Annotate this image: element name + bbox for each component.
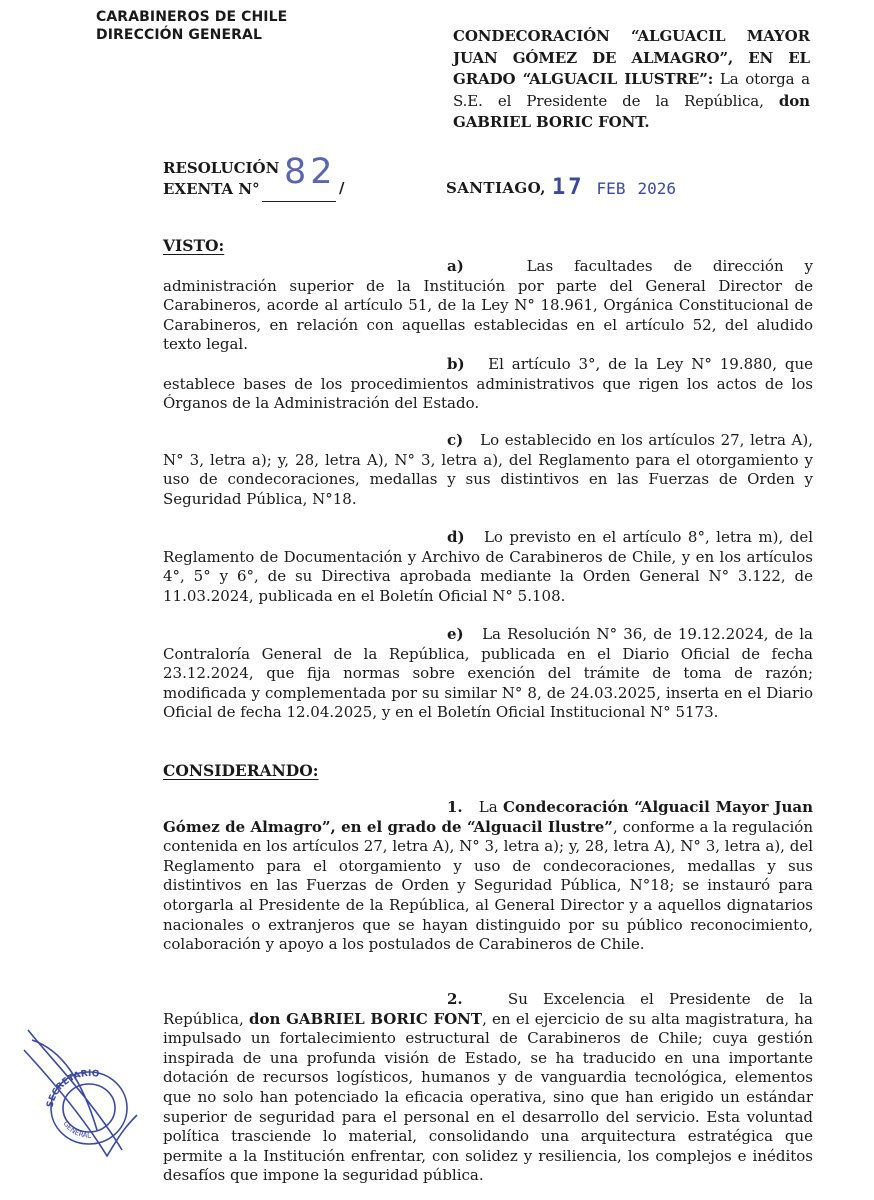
visto-item-e [163, 625, 813, 723]
institution-header [96, 8, 326, 44]
visto-item-b [163, 355, 813, 414]
president-name: don GABRIEL BORIC FONT [248, 1009, 483, 1028]
visto-item-label: c) [447, 431, 464, 449]
considerando-item-pre: La [478, 798, 504, 816]
visto-item-label: b) [447, 355, 465, 373]
resolution-number-slash: / [339, 179, 345, 197]
considerando-item-text: , conforme a la regulación contenida en los artículos 27, letra A), N° 3, letra a); y, 28, letra A), N° 3, letra a), del Reglamento para el otorgamiento y uso de condecoraciones, medallas y sus distintivos en las Fuerzas de Orden y Seguridad Pública, N°18; se instauró para otorgarla al Presidente de la República, al General Director y a aquellos dignatarios nacionales o extranjeros que se hayan distinguido por su público reconocimiento, colaboración y apoyo a los postulados de Carabineros de Chile. [163, 817, 813, 954]
visto-item-text: El artículo 3°, de la Ley N° 19.880, que establece bases de los procedimientos administrativos que rigen los actos de los Órganos de la Administración del Estado. [163, 355, 813, 413]
seal-text-bottom: GENERAL [61, 1119, 92, 1140]
secretary-seal-stamp [22, 1020, 142, 1160]
institution-name: CARABINEROS DE CHILE [96, 9, 288, 25]
subject-text: La otorga a S.E. el Presidente de la República, [453, 70, 810, 110]
visto-title: VISTO: [163, 236, 225, 255]
visto-item-label: a) [447, 257, 464, 275]
visto-item-text: Lo establecido en los artículos 27, letra A), N° 3, letra a); y, 28, letra A), N° 3, letra a), del Reglamento para el otorgamiento y uso de condecoraciones, medallas y sus distintivos en las Fuerzas de Orden y Seguridad Pública, N°18. [163, 431, 813, 508]
date-stamp [552, 175, 676, 200]
visto-item-label: e) [447, 625, 464, 643]
considerando-title: CONSIDERANDO: [163, 761, 319, 780]
visto-item-c [163, 431, 813, 509]
subject-title: CONDECORACIÓN “ALGUACIL MAYOR JUAN GÓMEZ DE ALMAGRO”, EN EL GRADO “ALGUACIL ILUSTRE”: [453, 27, 810, 88]
visto-item-text: La Resolución N° 36, de 19.12.2024, de la Contraloría General de la República, publicada en el Diario Oficial de fecha 23.12.2024, que fija normas sobre exención del trámite de toma de razón; modificada y complementada por su similar N° 8, de 24.03.2025, inserta en el Diario Oficial de fecha 12.04.2025, y en el Boletín Oficial Institucional N° 5173. [163, 625, 814, 722]
visto-item-text: Lo previsto en el artículo 8°, letra m), del Reglamento de Documentación y Archivo de Carabineros de Chile, y en los artículos 4°, 5° y 6°, de su Directiva aprobada mediante la Orden General N° 3.122, de 11.03.2024, publicada en el Boletín Oficial N° 5.108. [163, 528, 813, 605]
resolution-label-line2: EXENTA N° [163, 180, 260, 198]
resolution-number-underline [262, 201, 336, 202]
visto-item-label: d) [447, 528, 465, 546]
considerando-item-2 [163, 990, 813, 1186]
date-month: FEB [596, 179, 626, 198]
considerando-item-1 [163, 798, 813, 955]
institution-division: DIRECCIÓN GENERAL [96, 27, 262, 43]
date-year: 2026 [637, 179, 677, 198]
visto-item-text: Las facultades de dirección y administración superior de la Institución por parte del General Director de Carabineros, acorde al artículo 51, de la Ley N° 18.961, Orgánica Constitucional de Carabineros, en relación con aquellas establecidas en el artículo 52, del aludido texto legal. [163, 257, 813, 354]
seal-text-top: SECRETARIO [45, 1068, 100, 1109]
considerando-item-label: 1. [447, 798, 463, 816]
considerando-item-pre: Su Excelencia el Presidente de la República, [163, 990, 813, 1028]
subject-recipient: don GABRIEL BORIC FONT. [453, 91, 810, 131]
place-label: SANTIAGO, [446, 179, 546, 197]
visto-item-d [163, 528, 813, 606]
resolution-subject [453, 26, 810, 134]
signature-stroke [24, 1050, 137, 1156]
visto-item-a [163, 257, 813, 355]
considerando-item-label: 2. [447, 990, 463, 1008]
resolution-number-handwritten: 82 [284, 152, 337, 192]
considerando-item-text: , en el ejercicio de su alta magistratura, ha impulsado un fortalecimiento estructural de Carabineros de Chile; cuya gestión inspirada de una profunda visión de Estado, se ha traducido en una importante dotación de recursos logísticos, humanos y de vanguardia tecnológica, elementos que no solo han potenciado la eficacia operativa, sino que han erigido un estándar superior de seguridad para el personal en el desarrollo del servicio. Esta voluntad política trasciende lo material, consolidando una arquitectura estratégica que permite a la Institución enfrentar, con solidez y resiliencia, los complejos e inéditos desafíos que impone la seguridad pública. [163, 1009, 814, 1185]
date-day: 17 [552, 175, 585, 200]
resolution-label-line1: RESOLUCIÓN [163, 159, 280, 177]
decoration-name: Condecoración “Alguacil Mayor Juan Gómez de Almagro”, en el grado de “Alguacil Ilustre” [163, 798, 814, 836]
